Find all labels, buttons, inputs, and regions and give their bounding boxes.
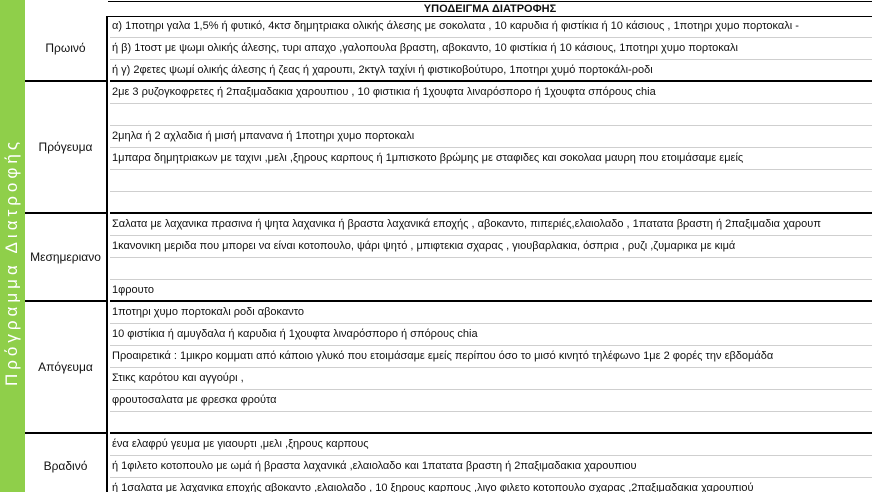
table-row (110, 258, 872, 280)
meal-label: Απόγευμα (38, 360, 93, 374)
table-row: ή 1φιλετο κοτοπουλο με ωμά ή βραστα λαχανικά ,ελαιολαδο και 1πατατα βραστη ή 2παξιμαδακια χαρουπιου (110, 456, 872, 478)
table-row: 10 φιστίκια ή αμυγδαλα ή καρυδια ή 1χουφτα λιναρόσπορο ή σπόρους chia (110, 324, 872, 346)
table-row: 1μπαρα δημητριακων με ταχινι ,μελι ,ξηρους καρπους ή 1μπισκοτο βρώμης με σταφιδες και σοκολαα μαυρη που ετοιμάσαμε εμείς (110, 148, 872, 170)
diet-table (25, 0, 872, 492)
table-row: ή γ) 2φετες ψωμί ολικής άλεσης ή ζεας ή χαρουπι, 2κτγλ ταχίνι ή φιστικοβούτυρο, 1ποτηρι χυμό πορτοκάλι-ροδι (110, 60, 872, 82)
meal-label-cell (25, 302, 108, 434)
table-row: 2μηλα ή 2 αχλαδια ή μισή μπανανα ή 1ποτηρι χυμο πορτοκαλι (110, 126, 872, 148)
table-row: 2με 3 ρυζογκοφρετες ή 2παξιμαδακια χαρουπιου , 10 φιστικια ή 1χουφτα λιναρόσπορο ή 1χουφτα σπόρους chia (110, 82, 872, 104)
table-row (110, 192, 872, 214)
table-row: Προαιρετικά : 1μικρο κομματι από κάποιο γλυκό που ετοιμάσαμε εμείς περίπου όσο το μισό κινητό τηλέφωνο 1με 2 φορές την εβδομάδα (110, 346, 872, 368)
table-row (110, 170, 872, 192)
table-row: Στικς καρότου και αγγούρι , (110, 368, 872, 390)
table-row: ή β) 1τοστ με ψωμι ολικής άλεσης, τυρι απαχο ,γαλοπουλα βραστη, αβοκαντο, 10 φιστίκια ή 10 κάσιους, 1ποτηρι χυμο πορτοκαλι (110, 38, 872, 60)
table-row: ή 1σαλατα με λαχανικα εποχής αβοκαντο ,ελαιολαδο , 10 ξηρους καρπους ,λιγο φιλετο κοτοπουλο σχαρας ,2παξιμαδακια χαρουπιού (110, 478, 872, 492)
table-row: φρουτοσαλατα με φρεσκα φρούτα (110, 390, 872, 412)
table-row: ένα ελαφρύ γευμα με γιαουρτι ,μελι ,ξηρους καρπους (110, 434, 872, 456)
side-title-bar (0, 0, 25, 492)
meal-label: Βραδινό (43, 459, 88, 473)
meal-label-cell (25, 434, 108, 492)
table-row: 1ποτηρι χυμο πορτοκαλι ροδι αβοκαντο (110, 302, 872, 324)
table-header: ΥΠΟΔΕΙΓΜΑ ΔΙΑΤΡΟΦΗΣ (108, 1, 872, 17)
side-title: Πρόγραμμα Διατροφής (2, 137, 21, 387)
table-row (110, 104, 872, 126)
meal-label: Πρόγευμα (38, 140, 93, 154)
table-row: α) 1ποτηρι γαλα 1,5% ή φυτικό, 4κτσ δημητριακα ολικής άλεσης με σοκολατα , 10 καρυδια ή φιστίκια ή 10 κάσιους , 1ποτηρι χυμο πορτοκαλι - (110, 16, 872, 38)
table-row (110, 412, 872, 434)
table-row: Σαλατα με λαχανικα πρασινα ή ψητα λαχανικα ή βραστα λαχανικά εποχής , αβοκαντο, πιπεριές,ελαιολαδο , 1πατατα βραστη ή 2παξιμαδια χαρουπ (110, 214, 872, 236)
table-row: 1κανονικη μεριδα που μπορει να είναι κοτοπουλο, ψάρι ψητό , μπιφτεκια σχαρας , γιουβαρλακια, όσπρια , ρυζι ,ζυμαρικα με κιμά (110, 236, 872, 258)
meal-label-cell (25, 214, 108, 302)
meal-label-cell (25, 16, 108, 82)
meal-label-cell (25, 82, 108, 214)
table-row: 1φρουτο (110, 280, 872, 302)
meal-label: Μεσημεριανο (30, 250, 101, 264)
meal-label: Πρωινό (45, 41, 86, 55)
